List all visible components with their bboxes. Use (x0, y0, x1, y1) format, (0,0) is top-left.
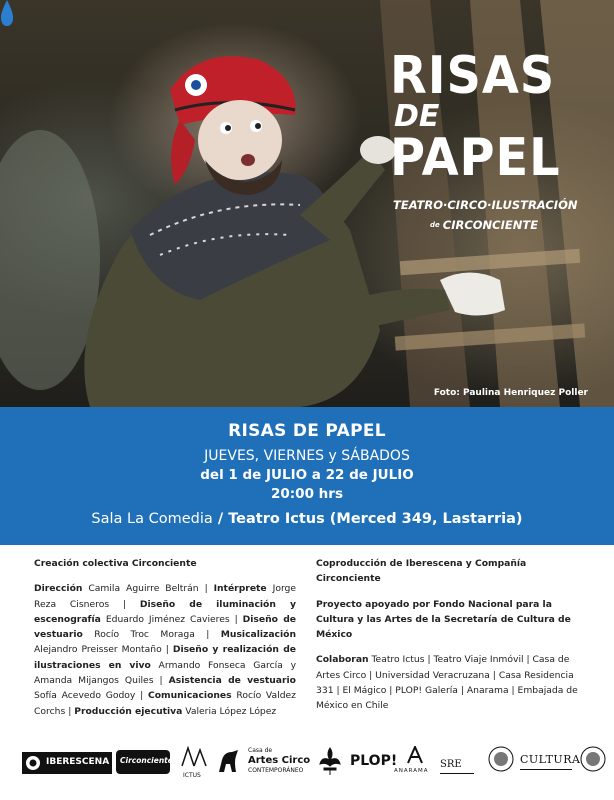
role-label: Diseño de iluminación y escenografía (34, 598, 296, 625)
venue-room: Sala La Comedia (91, 511, 213, 527)
casa-text-3: CONTEMPORÁNEO (248, 767, 304, 774)
water-drop-icon (0, 0, 14, 26)
collaborators (316, 652, 586, 713)
venue-separator: / (212, 511, 229, 527)
company-line (430, 214, 538, 233)
casa-artes-circo-logo (248, 746, 310, 776)
ictus-logo (180, 746, 208, 779)
ictus-text: ICTUS (183, 772, 201, 779)
title-line-1: RISAS (390, 46, 556, 106)
casa-text-1: Casa de (248, 747, 273, 754)
horse-icon (216, 748, 242, 776)
role-label: Asistencia de vestuario (168, 675, 296, 687)
mexico-seal-icon (580, 746, 606, 772)
horse-logo (216, 748, 242, 780)
role-value: Alejandro Preisser Montaño (34, 644, 162, 656)
role-label: Intérprete (213, 583, 267, 595)
support-credit: Proyecto apoyado por Fondo Nacional para la Cultura y las Artes de la Secretaría de Cultura de México (316, 598, 571, 641)
coproduction-credit: Coproducción de Iberescena y Compañía Circonciente (316, 558, 527, 585)
iberescena-text: IBERESCENA (46, 757, 110, 767)
plop-logo (350, 750, 397, 769)
company-name: CIRCONCIENTE (442, 218, 539, 232)
role-value: Camila Aguirre Beltrán (88, 583, 199, 595)
creation-credit: Creación colectiva Circonciente (34, 558, 197, 569)
circonciente-logo (116, 750, 173, 778)
anarama-mark-icon (407, 746, 423, 764)
event-days: JUEVES, VIERNES y SÁBADOS (204, 448, 410, 464)
seal-logo-left (488, 746, 514, 776)
role-label: Dirección (34, 583, 83, 595)
sre-logo (440, 752, 474, 774)
role-value: Eduardo Jiménez Cavieres (105, 613, 230, 625)
uv-logo (318, 746, 342, 780)
role-label: Diseño de vestuario (34, 613, 296, 641)
credits-right-column (316, 556, 586, 724)
plop-text: PLOP! (350, 753, 398, 769)
flor-de-lis-icon (318, 746, 342, 776)
sponsor-logos (0, 742, 614, 790)
poster-title (390, 46, 575, 188)
event-time: 20:00 hrs (271, 486, 343, 502)
ictus-mark-icon (180, 746, 208, 768)
iberescena-logo (22, 752, 112, 778)
cultura-logo (520, 748, 580, 770)
collab-label: Colaboran (316, 654, 369, 666)
role-value: Sofía Acevedo Godoy (34, 690, 136, 702)
role-value: Armando Fonseca García y Amanda Mijangos Quiles (34, 659, 297, 687)
title-line-3: PAPEL (390, 128, 561, 188)
event-title: RISAS DE PAPEL (228, 421, 386, 441)
role-label: Diseño y realización de ilustraciones en vivo (34, 644, 297, 671)
circonciente-text: Circonciente (120, 756, 173, 765)
role-value: Rocío Valdez Corchs (34, 690, 296, 717)
poster-subtitle: TEATRO·CIRCO·ILUSTRACIÓN (393, 198, 578, 212)
anarama-text: ANARAMA (394, 768, 429, 774)
credits-left-column (34, 556, 296, 729)
role-label: Musicalización (220, 629, 297, 641)
company-prefix: de (430, 220, 440, 229)
casa-text-2: Artes Circo (248, 755, 311, 766)
role-value: Valeria López López (185, 705, 277, 717)
event-info-band (0, 407, 614, 545)
seal-logo-right (580, 746, 606, 776)
role-label: Producción ejecutiva (74, 705, 183, 717)
role-label: Comunicaciones (147, 690, 232, 702)
photo-credit: Foto: Paulina Henriquez Poller (433, 388, 588, 398)
anarama-logo (394, 746, 429, 774)
role-value: Rocío Troc Moraga (94, 629, 195, 641)
event-dates: del 1 de JULIO a 22 de JULIO (200, 467, 414, 483)
cultura-text: CULTURA (520, 753, 581, 766)
collab-list: Teatro Ictus | Teatro Viaje Inmóvil | Casa de Artes Circo | Universidad Veracruzana | Casa Residencia 331 | El Mágico | PLOP! Galería | Anarama | Embajada de México en Chile (316, 654, 578, 712)
venue-theatre: Teatro Ictus (Merced 349, Lastarria) (228, 511, 523, 527)
sre-text: SRE (440, 759, 462, 770)
roles-list: Dirección Camila Aguirre Beltrán | Intérprete Jorge Reza Cisneros | Diseño de iluminación y escenografía Eduardo Jiménez Cavieres | Diseño de vestuario Rocío Troc Moraga | Musicalización Alejandro Preisser Montaño | Diseño y realización de ilustraciones en vivo Armando Fonseca García y Amanda Mijangos Quiles | Asistencia de vestuario Sofía Acevedo Godoy | Comunicaciones Rocío Valdez Corchs | Producción ejecutiva Valeria López López (34, 583, 297, 717)
event-venue (0, 511, 614, 527)
title-line-2: DE (394, 99, 440, 134)
mexico-seal-icon (488, 746, 514, 772)
role-value: Jorge Reza Cisneros (34, 583, 297, 610)
